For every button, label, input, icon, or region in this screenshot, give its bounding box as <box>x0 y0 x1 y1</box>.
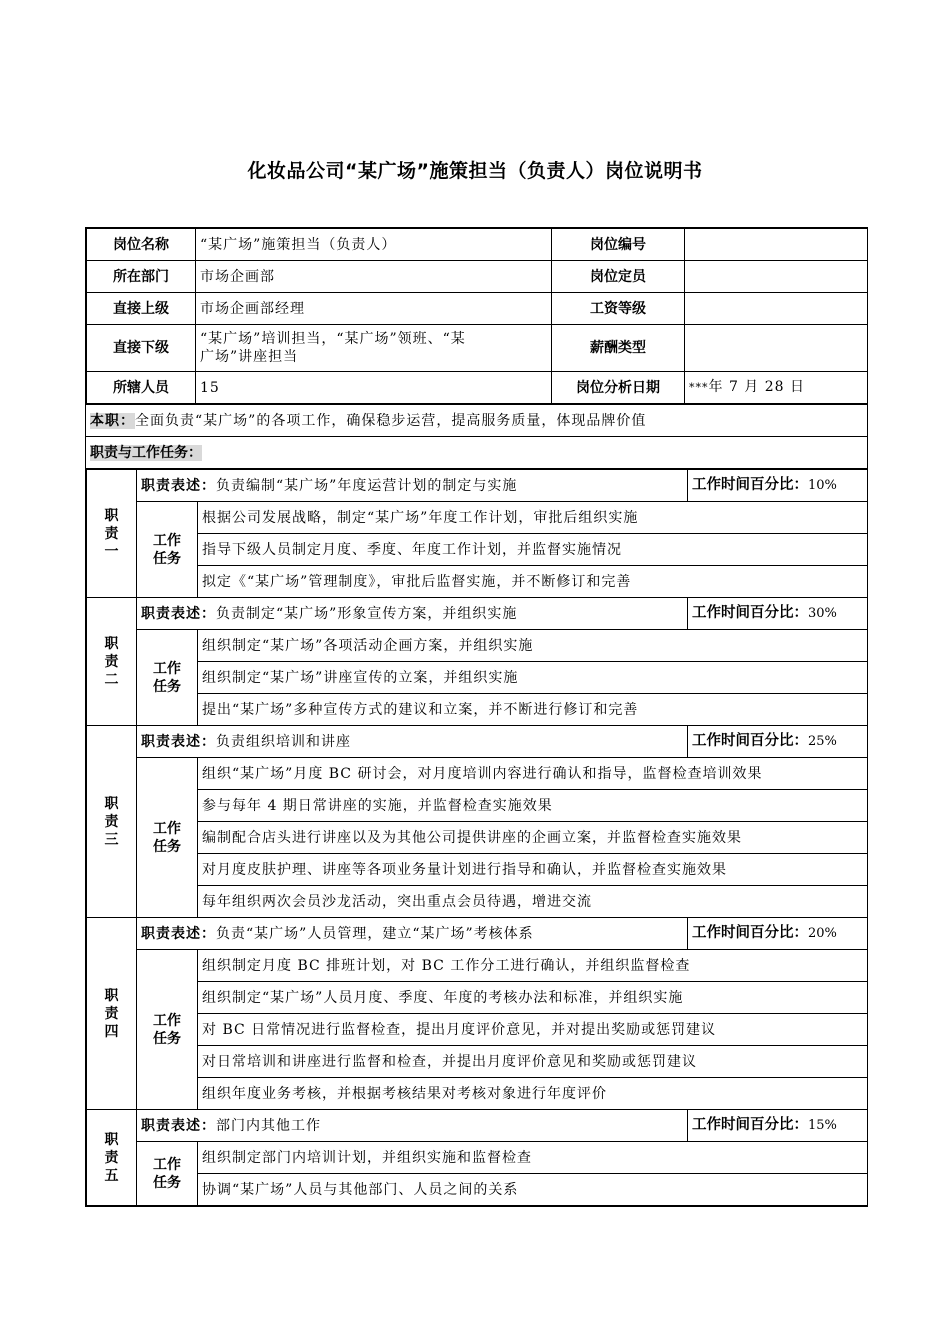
duty-description-text: 负责组织培训和讲座 <box>216 733 351 750</box>
duty-description-text: 负责制定“某广场”形象宣传方案，并组织实施 <box>216 605 518 622</box>
task-item: 拟定《“某广场”管理制度》，审批后监督实施，并不断修订和完善 <box>198 566 868 598</box>
duty-number-char: 责 <box>104 813 119 830</box>
task-row <box>87 854 868 886</box>
duty-description-text: 部门内其他工作 <box>216 1117 321 1134</box>
duty-description-label: 职责表述： <box>141 1117 216 1134</box>
task-item: 组织制定部门内培训计划，并组织实施和监督检查 <box>198 1142 868 1174</box>
work-task-label-1: 工作 <box>153 532 181 549</box>
duty-description-cell <box>137 1110 688 1142</box>
duty-number-char: 一 <box>104 543 119 560</box>
duty-description-label: 职责表述： <box>141 605 216 622</box>
duty-desc-row <box>87 598 868 630</box>
analysis-date-label: 岗位分析日期 <box>552 372 685 404</box>
duty-number-char: 职 <box>104 507 119 524</box>
duty-number-cell <box>87 598 137 726</box>
work-task-label-2: 任务 <box>153 838 181 855</box>
duty-description-label: 职责表述： <box>141 925 216 942</box>
duty-description-cell <box>137 598 688 630</box>
duty-number-char: 职 <box>104 987 119 1004</box>
superior-label: 直接上级 <box>87 293 196 325</box>
task-item: 对 BC 日常情况进行监督检查，提出月度评价意见，并对提出奖励或惩罚建议 <box>198 1014 868 1046</box>
work-task-label-2: 任务 <box>153 550 181 567</box>
subordinate-label: 直接下级 <box>87 325 196 372</box>
work-task-label-1: 工作 <box>153 660 181 677</box>
duty-number-cell <box>87 470 137 598</box>
duty-desc-row <box>87 470 868 502</box>
work-task-label-1: 工作 <box>153 820 181 837</box>
task-item: 对月度皮肤护理、讲座等各项业务量计划进行指导和确认，并监督检查实施效果 <box>198 854 868 886</box>
task-row <box>87 630 868 662</box>
duty-description-label: 职责表述： <box>141 733 216 750</box>
work-task-label-1: 工作 <box>153 1012 181 1029</box>
task-row <box>87 662 868 694</box>
task-row <box>87 566 868 598</box>
job-description-sheet <box>85 227 868 1207</box>
duty-number-cell <box>87 1110 137 1206</box>
job-code-value <box>685 229 868 261</box>
duty-desc-row <box>87 1110 868 1142</box>
job-code-label: 岗位编号 <box>552 229 685 261</box>
staffing-value <box>685 261 868 293</box>
task-row <box>87 1014 868 1046</box>
work-task-label-2: 任务 <box>153 1030 181 1047</box>
duty-number-char: 责 <box>104 1149 119 1166</box>
task-item: 指导下级人员制定月度、季度、年度工作计划，并监督实施情况 <box>198 534 868 566</box>
task-row <box>87 1174 868 1206</box>
work-task-label-2: 任务 <box>153 1174 181 1191</box>
superior-value: 市场企画部经理 <box>196 293 552 325</box>
subordinate-value <box>196 325 552 372</box>
dept-label: 所在部门 <box>87 261 196 293</box>
pay-type-value <box>685 325 868 372</box>
section-header: 职责与工作任务： <box>90 444 202 461</box>
task-row <box>87 886 868 918</box>
work-task-label-cell <box>137 502 198 598</box>
duty-description-cell <box>137 918 688 950</box>
duty-description-text: 负责编制“某广场”年度运营计划的制定与实施 <box>216 477 518 494</box>
percent-value: 15% <box>808 1118 837 1133</box>
work-task-label-cell <box>137 950 198 1110</box>
task-item: 根据公司发展战略，制定“某广场”年度工作计划，审批后组织实施 <box>198 502 868 534</box>
task-item: 组织年度业务考核，并根据考核结果对考核对象进行年度评价 <box>198 1078 868 1110</box>
task-item: 组织制定“某广场”人员月度、季度、年度的考核办法和标准，并组织实施 <box>198 982 868 1014</box>
analysis-date-rest: 年 7 月 28 日 <box>708 379 806 395</box>
dept-value: 市场企画部 <box>196 261 552 293</box>
headcount-label: 所辖人员 <box>87 372 196 404</box>
duty-description-label: 职责表述： <box>141 477 216 494</box>
work-task-label-1: 工作 <box>153 1156 181 1173</box>
task-item: 组织制定“某广场”各项活动企画方案，并组织实施 <box>198 630 868 662</box>
headcount-value: 15 <box>196 372 552 404</box>
task-item: 组织“某广场”月度 BC 研讨会，对月度培训内容进行确认和指导，监督检查培训效果 <box>198 758 868 790</box>
task-row <box>87 534 868 566</box>
pay-type-label: 薪酬类型 <box>552 325 685 372</box>
duty-summary-text: 全面负责“某广场”的各项工作，确保稳步运营，提高服务质量，体现品牌价值 <box>135 412 647 429</box>
summary-table <box>86 404 867 469</box>
duty-percent-cell <box>688 918 868 950</box>
duty-summary-label: 本职： <box>90 412 135 429</box>
task-item: 编制配合店头进行讲座以及为其他公司提供讲座的企画立案，并监督检查实施效果 <box>198 822 868 854</box>
percent-value: 20% <box>808 926 837 941</box>
duty-number-char: 责 <box>104 1005 119 1022</box>
task-row <box>87 502 868 534</box>
duty-number-char: 责 <box>104 653 119 670</box>
duty-desc-row <box>87 918 868 950</box>
section-header-row <box>86 437 867 469</box>
percent-value: 30% <box>808 606 837 621</box>
duty-number-char: 三 <box>104 831 119 848</box>
duty-number-char: 职 <box>104 795 119 812</box>
task-row <box>87 758 868 790</box>
task-row <box>87 1142 868 1174</box>
duty-number-char: 四 <box>104 1023 119 1040</box>
analysis-date-stars: *** <box>689 381 709 394</box>
percent-label: 工作时间百分比： <box>692 477 809 493</box>
duty-description-cell <box>137 470 688 502</box>
task-item: 协调“某广场”人员与其他部门、人员之间的关系 <box>198 1174 868 1206</box>
work-task-label-cell <box>137 758 198 918</box>
task-item: 每年组织两次会员沙龙活动，突出重点会员待遇，增进交流 <box>198 886 868 918</box>
analysis-date-value <box>685 372 868 404</box>
task-row <box>87 950 868 982</box>
task-row <box>87 1078 868 1110</box>
staffing-label: 岗位定员 <box>552 261 685 293</box>
document-title: 化妆品公司“某广场”施策担当（负责人）岗位说明书 <box>247 160 703 182</box>
subordinate-line-1: “某广场”培训担当，“某广场”领班、“某 <box>200 331 466 347</box>
duty-number-char: 职 <box>104 1131 119 1148</box>
duty-description-cell <box>137 726 688 758</box>
duty-desc-row <box>87 726 868 758</box>
job-name-label: 岗位名称 <box>87 229 196 261</box>
duty-number-cell <box>87 918 137 1110</box>
duty-number-char: 责 <box>104 525 119 542</box>
task-row <box>87 694 868 726</box>
percent-label: 工作时间百分比： <box>692 1117 809 1133</box>
work-task-label-2: 任务 <box>153 678 181 695</box>
percent-value: 10% <box>808 478 837 493</box>
work-task-label-cell <box>137 630 198 726</box>
percent-value: 25% <box>808 734 837 749</box>
grade-label: 工资等级 <box>552 293 685 325</box>
task-item: 参与每年 4 期日常讲座的实施，并监督检查实施效果 <box>198 790 868 822</box>
work-task-label-cell <box>137 1142 198 1206</box>
duty-summary-row <box>86 405 867 437</box>
duty-description-text: 负责“某广场”人员管理，建立“某广场”考核体系 <box>216 925 534 942</box>
percent-label: 工作时间百分比： <box>692 605 809 621</box>
basic-info-table <box>86 228 868 404</box>
duty-number-char: 二 <box>104 671 119 688</box>
duty-percent-cell <box>688 598 868 630</box>
duty-number-cell <box>87 726 137 918</box>
duty-percent-cell <box>688 470 868 502</box>
task-row <box>87 790 868 822</box>
task-item: 组织制定月度 BC 排班计划，对 BC 工作分工进行确认，并组织监督检查 <box>198 950 868 982</box>
task-row <box>87 982 868 1014</box>
grade-value <box>685 293 868 325</box>
percent-label: 工作时间百分比： <box>692 733 809 749</box>
job-name-value: “某广场”施策担当（负责人） <box>196 229 552 261</box>
percent-label: 工作时间百分比： <box>692 925 809 941</box>
duty-percent-cell <box>688 726 868 758</box>
subordinate-line-2: 广场”讲座担当 <box>200 349 299 365</box>
task-item: 对日常培训和讲座进行监督和检查，并提出月度评价意见和奖励或惩罚建议 <box>198 1046 868 1078</box>
task-row <box>87 822 868 854</box>
task-item: 组织制定“某广场”讲座宣传的立案，并组织实施 <box>198 662 868 694</box>
task-row <box>87 1046 868 1078</box>
duty-number-char: 五 <box>104 1167 119 1184</box>
duty-number-char: 职 <box>104 635 119 652</box>
task-item: 提出“某广场”多种宣传方式的建议和立案，并不断进行修订和完善 <box>198 694 868 726</box>
duty-percent-cell <box>688 1110 868 1142</box>
duties-table <box>86 469 868 1206</box>
